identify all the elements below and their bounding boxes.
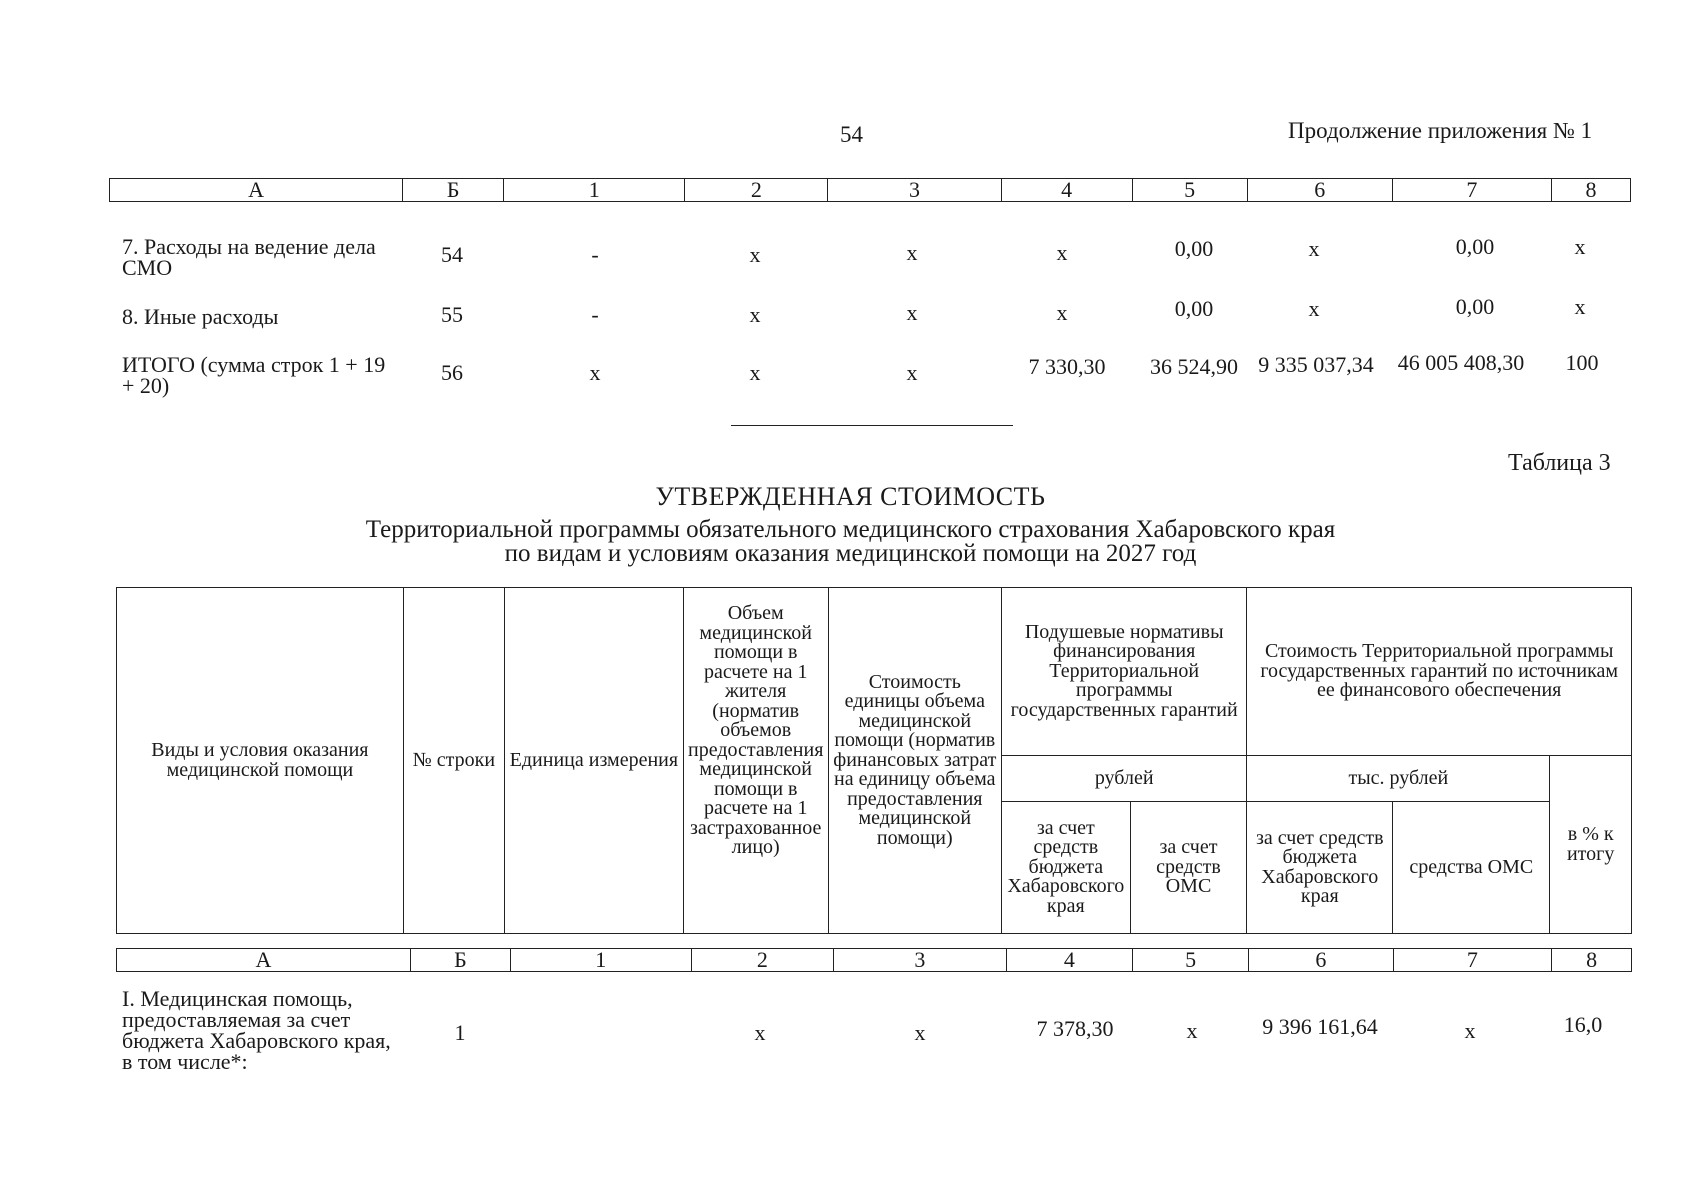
table3-label: Таблица 3	[1508, 450, 1611, 476]
table2-cell: 0,00	[1174, 296, 1214, 321]
table2-row-label: ИТОГО (сумма строк 1 + 19 + 20)	[122, 352, 386, 398]
table3-cell: 1	[454, 1020, 466, 1045]
table2-cell: х	[906, 300, 918, 325]
table2-cell: -	[591, 242, 599, 267]
strip-col-5: 5	[1132, 179, 1247, 202]
table2-cell: 36 524,90	[1150, 354, 1238, 379]
header-col-4: за счет средств бюджета Хабаровского края	[1001, 802, 1130, 934]
header-col-3: Стоимость единицы объема медицинской помощи (норматив финансовых затрат на единицу объема предоставления медицинской помощи)	[828, 588, 1001, 934]
table2-cell: х	[749, 242, 761, 267]
strip-col-a: А	[117, 949, 411, 972]
header-group-cost: Стоимость Территориальной программы государственных гарантий по источникам ее финансового обеспечения	[1247, 588, 1632, 756]
table3-header	[116, 587, 1632, 934]
strip-col-b: Б	[410, 949, 510, 972]
table3-subtitle-line1: Территориальной программы обязательного медицинского страхования Хабаровского края	[365, 516, 1336, 543]
table3-cell: х	[754, 1020, 766, 1045]
page-number: 54	[840, 122, 863, 147]
strip-col-4: 4	[1001, 179, 1132, 202]
strip-col-7: 7	[1392, 179, 1551, 202]
table3-cell: х	[1186, 1018, 1198, 1043]
strip-col-6: 6	[1247, 179, 1392, 202]
table2-cell: 56	[441, 360, 463, 385]
continuation-note: Продолжение приложения № 1	[1288, 118, 1593, 143]
strip-col-8: 8	[1551, 179, 1630, 202]
table2-cell: х	[1056, 240, 1068, 265]
strip-col-b: Б	[403, 179, 504, 202]
table2-cell: х	[1574, 294, 1586, 319]
table2-cell: х	[749, 302, 761, 327]
strip-col-a: А	[110, 179, 403, 202]
table2-cell: 7 330,30	[1028, 354, 1106, 379]
table2-cell: х	[589, 360, 601, 385]
strip-col-5: 5	[1133, 949, 1249, 972]
table3-title: УТВЕРЖДЕННАЯ СТОИМОСТЬ	[655, 482, 1046, 511]
table2-cell: 55	[441, 302, 463, 327]
table2-cell: х	[1308, 236, 1320, 261]
strip-col-8: 8	[1552, 949, 1632, 972]
table2-cell: х	[906, 240, 918, 265]
strip-col-7: 7	[1393, 949, 1552, 972]
table2-column-strip	[109, 178, 1631, 202]
separator-line	[731, 425, 1013, 426]
header-col-2: Объем медицинской помощи в расчете на 1 жителя (норматив объемов предоставления медицинской помощи в расчете на 1 застрахованное лицо)	[683, 588, 828, 934]
table3-cell: 7 378,30	[1036, 1016, 1114, 1041]
header-thous-rub: тыс. рублей	[1247, 756, 1550, 802]
strip-col-1: 1	[504, 179, 685, 202]
header-col-8: в % к итогу	[1550, 756, 1632, 934]
table2-cell: 46 005 408,30	[1397, 350, 1525, 375]
strip-col-2: 2	[685, 179, 828, 202]
header-rub: рублей	[1001, 756, 1246, 802]
header-col-5: за счет средств ОМС	[1130, 802, 1247, 934]
strip-col-4: 4	[1006, 949, 1132, 972]
strip-col-3: 3	[828, 179, 1001, 202]
table2-cell: х	[906, 360, 918, 385]
header-group-norm: Подушевые нормативы финансирования Территориальной программы государственных гарантий	[1001, 588, 1246, 756]
header-col-a: Виды и условия оказания медицинской помощи	[117, 588, 404, 934]
strip-col-2: 2	[691, 949, 833, 972]
table3-column-strip	[116, 948, 1632, 972]
table3-cell: х	[914, 1020, 926, 1045]
table3-cell: 9 396 161,64	[1262, 1014, 1378, 1039]
table2-cell: 0,00	[1455, 294, 1495, 319]
strip-col-6: 6	[1249, 949, 1393, 972]
table3-cell: 16,0	[1563, 1012, 1603, 1037]
table2-row-label: 7. Расходы на ведение дела СМО	[122, 234, 376, 280]
table2-cell: х	[1056, 300, 1068, 325]
header-col-1: Единица измерения	[504, 588, 683, 934]
table3-subtitle-line2: по видам и условиям оказания медицинской помощи на 2027 год	[504, 540, 1197, 567]
table2-row-label: 8. Иные расходы	[122, 304, 279, 329]
table2-cell: 100	[1565, 350, 1599, 375]
table2-cell: 54	[441, 242, 463, 267]
table3-cell: х	[1464, 1018, 1476, 1043]
header-col-6: за счет средств бюджета Хабаровского края	[1247, 802, 1393, 934]
table3-row-label: I. Медицинская помощь, предоставляемая за счет бюджета Хабаровского края, в том числе*:	[122, 986, 391, 1074]
table2-cell: х	[1574, 234, 1586, 259]
strip-col-3: 3	[834, 949, 1007, 972]
header-col-7: средства ОМС	[1393, 802, 1550, 934]
table2-cell: 0,00	[1455, 234, 1495, 259]
table2-cell: 0,00	[1174, 236, 1214, 261]
table3-subtitle	[0, 518, 1701, 566]
table2-cell: -	[591, 302, 599, 327]
header-col-b: № строки	[403, 588, 504, 934]
table2-cell: х	[749, 360, 761, 385]
strip-col-1: 1	[510, 949, 691, 972]
table2-cell: 9 335 037,34	[1258, 352, 1374, 377]
table2-cell: х	[1308, 296, 1320, 321]
